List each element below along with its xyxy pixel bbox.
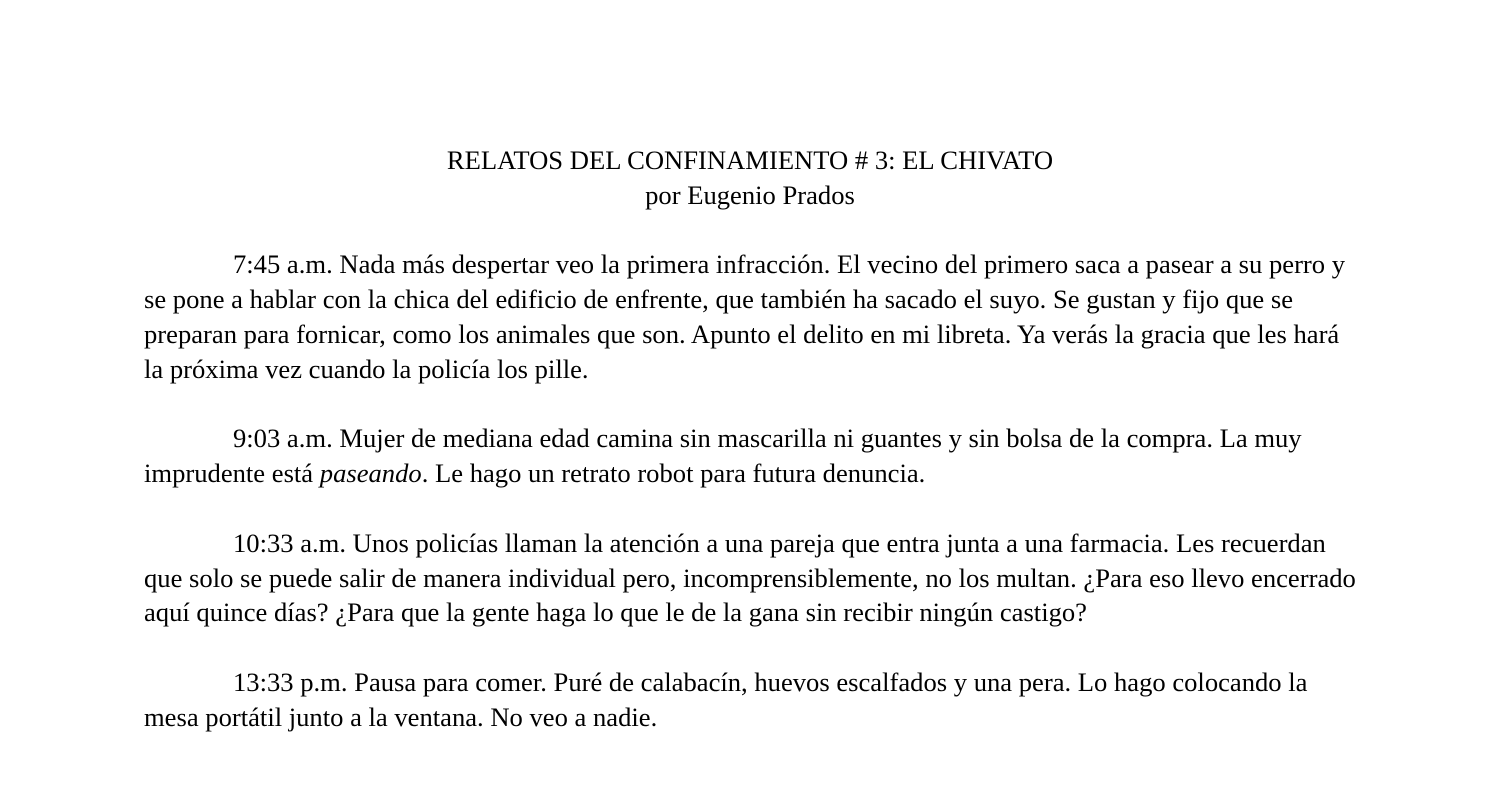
document-body [144, 143, 1356, 735]
paragraph-3: 10:33 a.m. Unos policías llaman la atención a una pareja que entra junta a una farmacia. Les recuerdan que solo se puede salir de manera individual pero, incomprensiblemente, no los multan. ¿Para eso llevo encerrado aquí quince días? ¿Para que la gente haga lo que le de la gana sin recibir ningún castigo? [144, 527, 1356, 628]
document-title: RELATOS DEL CONFINAMIENTO # 3: EL CHIVATO [446, 145, 1054, 175]
title-block [144, 143, 1356, 213]
paragraph-1: 7:45 a.m. Nada más despertar veo la primera infracción. El vecino del primero saca a pasear a su perro y se pone a hablar con la chica del edificio de enfrente, que también ha sacado el suyo. Se gustan y fijo que se preparan para fornicar, como los animales que son. Apunto el delito en mi libreta. Ya verás la gracia que les hará la próxima vez cuando la policía los pille. [144, 249, 1346, 384]
paragraph-4: 13:33 p.m. Pausa para comer. Puré de calabacín, huevos escalfados y una pera. Lo hago colocando la mesa portátil junto a la ventana. No veo a nadie. [144, 666, 1308, 732]
paragraph-2-text-before: 9:03 a.m. Mujer de mediana edad camina sin mascarilla ni guantes y sin bolsa de la compra. La muy imprudente está [144, 423, 1302, 489]
paragraph-2 [144, 421, 1356, 491]
paragraph-2-italic-word: paseando [319, 458, 422, 489]
document-author: por Eugenio Prados [645, 179, 855, 210]
paragraph-2-text-after: . Le hago un retrato robot para futura denuncia. [421, 458, 926, 489]
